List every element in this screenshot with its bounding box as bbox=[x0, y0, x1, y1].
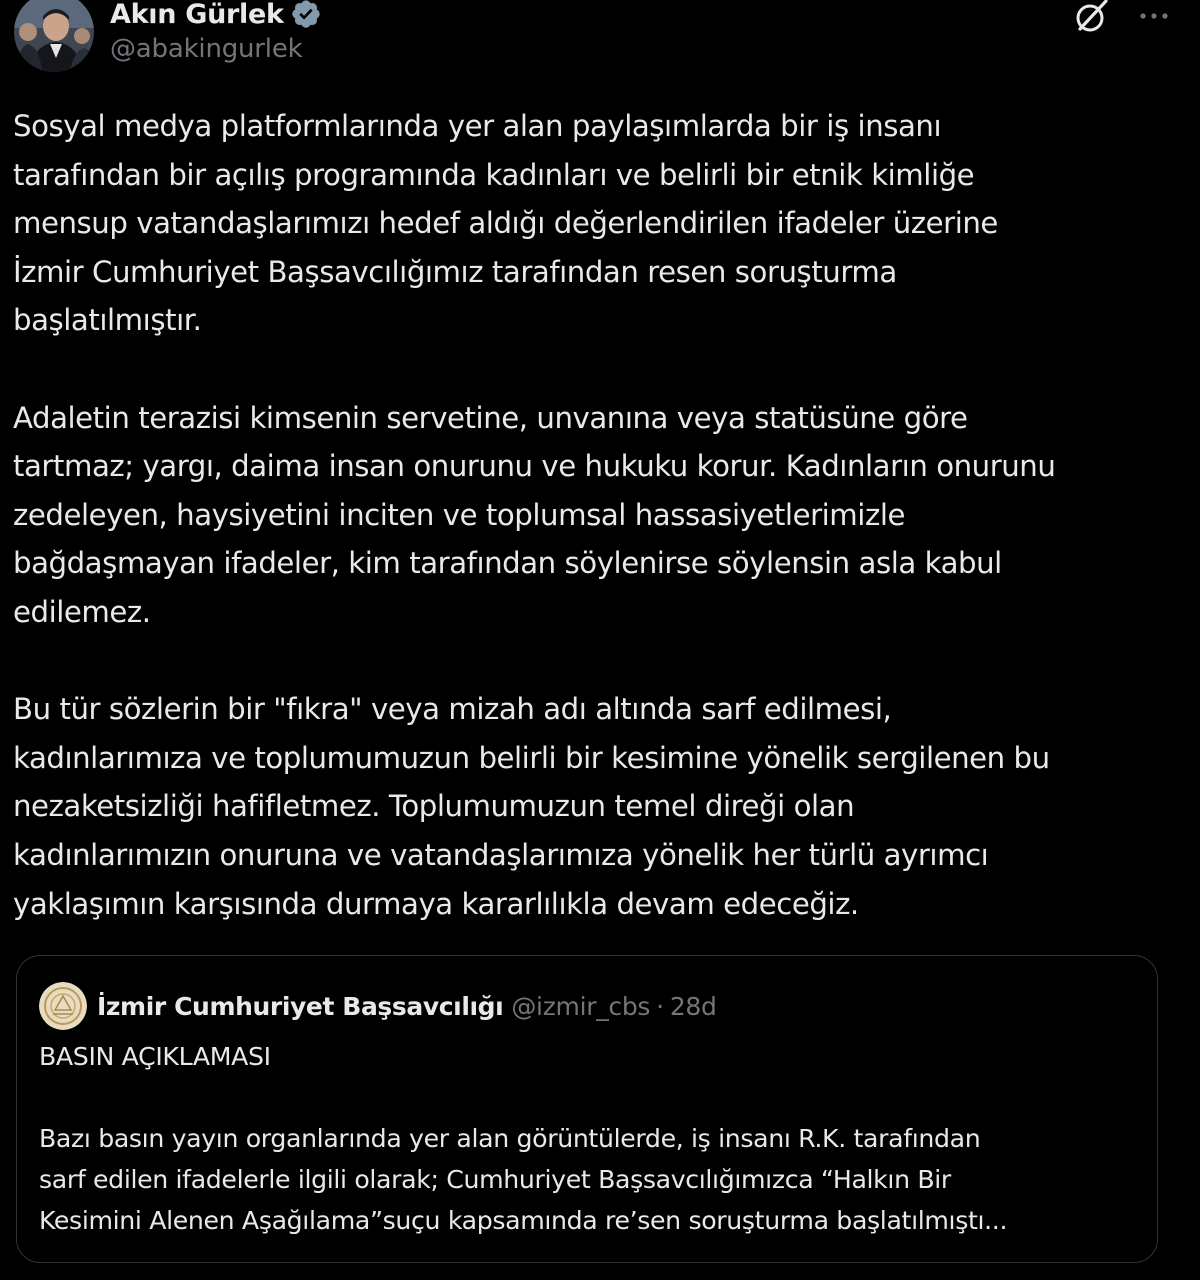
tweet-text bbox=[13, 102, 1193, 928]
quoted-handle[interactable]: @izmir_cbs bbox=[511, 991, 651, 1021]
quoted-tweet[interactable] bbox=[16, 955, 1158, 1263]
tweet-actions bbox=[1072, 0, 1174, 36]
quoted-display-name[interactable]: İzmir Cumhuriyet Başsavcılığı bbox=[97, 991, 504, 1021]
display-name[interactable]: Akın Gürlek bbox=[110, 0, 284, 30]
verified-badge-icon bbox=[290, 0, 322, 30]
tweet-header bbox=[14, 0, 1186, 76]
quoted-avatar[interactable] bbox=[39, 982, 87, 1030]
separator-dot: · bbox=[656, 991, 664, 1021]
tweet-paragraph: Adaletin terazisi kimsenin servetine, unvanına veya statüsüne göre tartmaz; yargı, daima insan onurunu ve hukuku korur. Kadınların onurunu zedeleyen, haysiyetini inciten ve toplumsal hassasiyetlerimizle bağdaşmayan ifadeler, kim tarafından söylenirse söylensin asla kabul edilemez. bbox=[13, 400, 1056, 629]
handle[interactable]: @abakingurlek bbox=[110, 34, 303, 64]
name-row bbox=[110, 0, 322, 36]
grok-icon[interactable] bbox=[1072, 0, 1112, 36]
quoted-body: Bazı basın yayın organlarında yer alan görüntülerde, iş insanı R.K. tarafından sarf edilen ifadelerle ilgili olarak; Cumhuriyet Başsavcılığımızca “Halkın Bir Kesimini Alenen Aşağılama”suçu kapsamında re’sen soruşturma başlatılmıştı... bbox=[39, 1124, 1008, 1235]
tweet-paragraph: Bu tür sözlerin bir "fıkra" veya mizah adı altında sarf edilmesi, kadınlarımıza ve toplumumuzun belirli bir kesimine yönelik sergilenen bu nezaketsizliği hafifletmez. Toplumumuzun temel direği olan kadınlarımızın onuruna ve vatandaşlarımıza yönelik her türlü ayrımcı yaklaşımın karşısında durmaya kararlılıkla devam edeceğiz. bbox=[13, 692, 1050, 921]
quoted-tweet-text bbox=[39, 1036, 1139, 1241]
tweet-paragraph: Sosyal medya platformlarında yer alan paylaşımlarda bir iş insanı tarafından bir açılış programında kadınları ve belirli bir etnik kimliğe mensup vatandaşlarımızı hedef aldığı değerlendirilen ifadeler üzerine İzmir Cumhuriyet Başsavcılığımız tarafından resen soruşturma başlatılmıştır. bbox=[13, 109, 998, 338]
quoted-tweet-header bbox=[39, 982, 717, 1030]
quoted-title: BASIN AÇIKLAMASI bbox=[39, 1042, 271, 1071]
quoted-timestamp[interactable]: 28d bbox=[669, 991, 717, 1021]
author-info bbox=[110, 0, 322, 64]
more-icon[interactable] bbox=[1134, 0, 1174, 36]
avatar[interactable] bbox=[14, 0, 94, 72]
